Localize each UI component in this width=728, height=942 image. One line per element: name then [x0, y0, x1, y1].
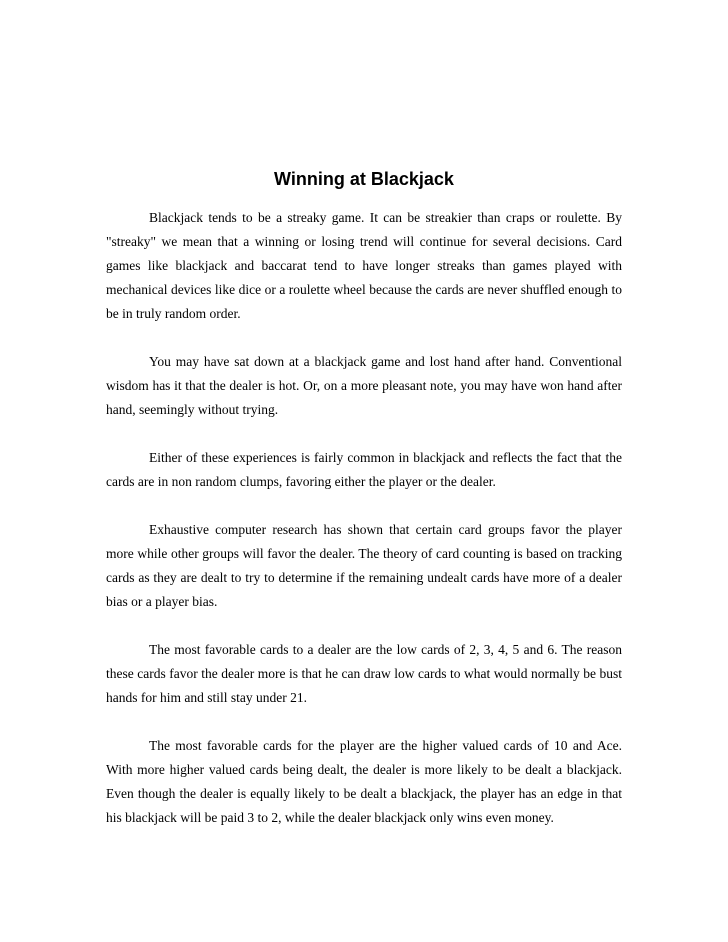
paragraph-dealer-cards: The most favorable cards to a dealer are the low cards of 2, 3, 4, 5 and 6. The reason these cards favor the dealer more is that he can draw low cards to what would normally be bust hands for him and still stay under 21.	[106, 642, 622, 705]
document-title: Winning at Blackjack	[274, 169, 454, 189]
document-body	[106, 206, 622, 854]
paragraph-dealer-hot: You may have sat down at a blackjack game and lost hand after hand. Conventional wisdom has it that the dealer is hot. Or, on a more pleasant note, you may have won hand after hand, seemingly without trying.	[106, 354, 622, 417]
paragraph-streaky-game: Blackjack tends to be a streaky game. It can be streakier than craps or roulette. By "streaky" we mean that a winning or losing trend will continue for several decisions. Card games like blackjack and baccarat tend to have longer streaks than games played with mechanical devices like dice or a roulette wheel because the cards are never shuffled enough to be in truly random order.	[106, 210, 622, 321]
paragraph-player-cards: The most favorable cards for the player are the higher valued cards of 10 and Ace. With more higher valued cards being dealt, the dealer is more likely to be dealt a blackjack. Even though the dealer is equally likely to be dealt a blackjack, the player has an edge in that his blackjack will be paid 3 to 2, while the dealer blackjack only wins even money.	[106, 738, 622, 825]
paragraph-card-counting: Exhaustive computer research has shown that certain card groups favor the player more while other groups will favor the dealer. The theory of card counting is based on tracking cards as they are dealt to try to determine if the remaining undealt cards have more of a dealer bias or a player bias.	[106, 522, 622, 609]
paragraph-random-clumps: Either of these experiences is fairly common in blackjack and reflects the fact that the cards are in non random clumps, favoring either the player or the dealer.	[106, 450, 622, 489]
